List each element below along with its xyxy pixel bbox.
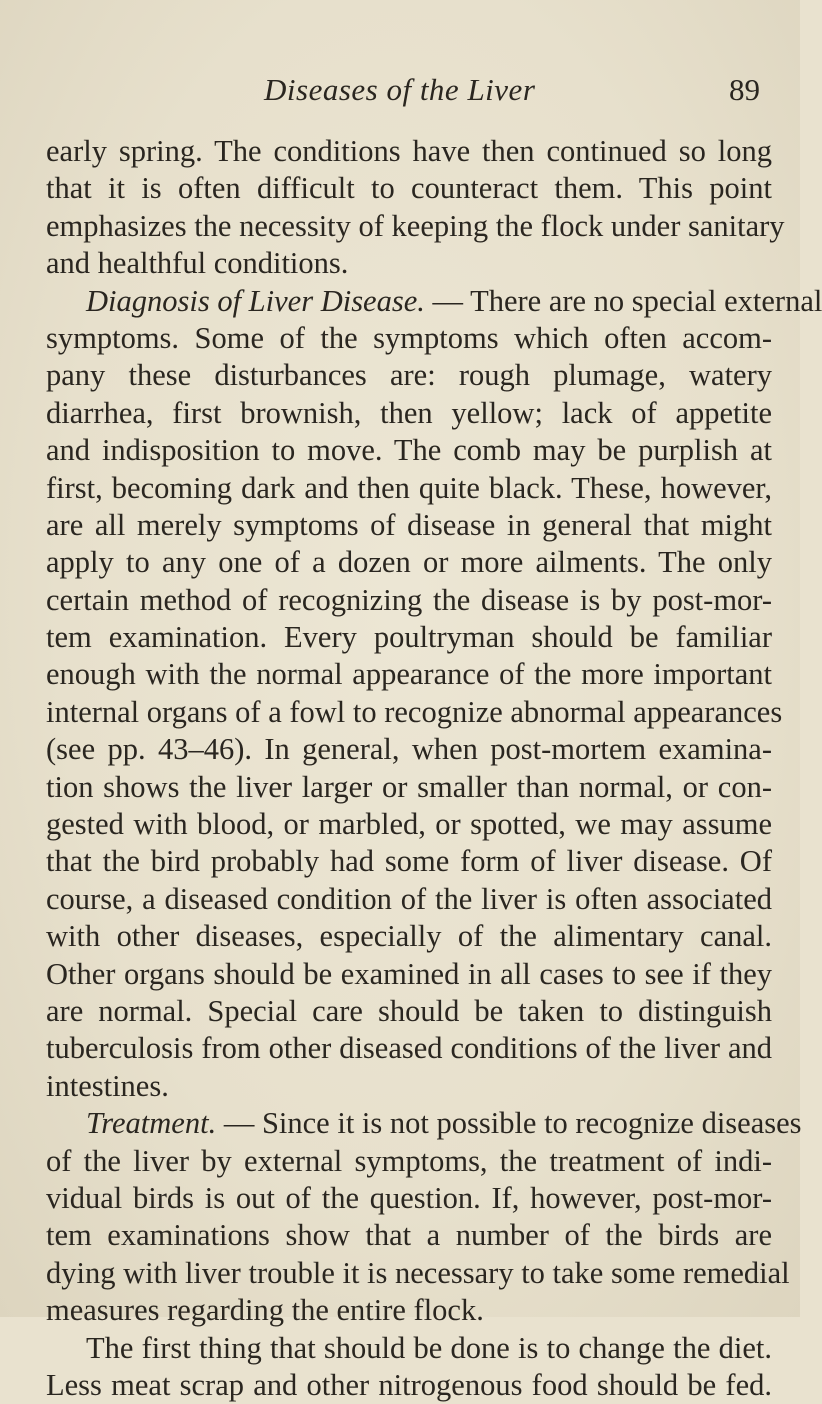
line-text: emphasizes the necessity of keeping the flock under sanitary (46, 208, 785, 243)
line-text: early spring. The conditions have then continued so long (46, 134, 772, 168)
line-text: and healthful conditions. (46, 246, 349, 281)
line-text: gested with blood, or marbled, or spotted, we may assume (46, 807, 772, 842)
text-line (46, 320, 772, 357)
line-text: that it is often difficult to counteract them. This point (46, 171, 772, 206)
text-line (46, 619, 772, 656)
line-text: dying with liver trouble it is necessary to take some remedial (46, 1255, 790, 1290)
text-line (46, 1292, 772, 1329)
text-line (46, 1330, 772, 1367)
line-text: Less meat scrap and other nitrogenous food should be fed. (46, 1367, 772, 1402)
line-text: enough with the normal appearance of the more important (46, 657, 772, 692)
line-text: course, a diseased condition of the liver is often associated (46, 881, 772, 916)
text-line (46, 1367, 772, 1404)
line-text: vidual birds is out of the question. If, however, post-mor- (46, 1180, 772, 1215)
text-line (46, 918, 772, 955)
line-text: first, becoming dark and then quite black. These, however, (46, 470, 772, 505)
section-heading: Treatment. (86, 1106, 217, 1141)
text-line (46, 993, 772, 1030)
section-heading: Diagnosis of Liver Disease. (86, 283, 425, 318)
line-text: — There are no special external (424, 283, 822, 318)
line-text: tion shows the liver larger or smaller than normal, or con- (46, 769, 772, 804)
text-line (46, 1068, 772, 1105)
text-line (46, 582, 772, 619)
text-line (46, 470, 772, 507)
text-line (46, 395, 772, 432)
line-text: internal organs of a fowl to recognize abnormal appearances (46, 694, 783, 729)
running-head (0, 72, 800, 112)
text-line (46, 1180, 772, 1217)
line-text: intestines. (46, 1068, 169, 1103)
text-line (46, 245, 772, 282)
text-line (46, 432, 772, 469)
line-text: with other diseases, especially of the alimentary canal. (46, 919, 772, 954)
text-line (46, 694, 783, 731)
text-line (46, 544, 772, 581)
text-line (46, 133, 772, 170)
line-text: tem examination. Every poultryman should be familiar (46, 620, 772, 655)
line-text: are normal. Special care should be taken to distinguish (46, 993, 772, 1028)
text-line (46, 656, 772, 693)
line-text: and indisposition to move. The comb may be purplish at (46, 433, 772, 468)
line-text: measures regarding the entire flock. (46, 1293, 484, 1328)
line-text: certain method of recognizing the disease is by post-mor- (46, 582, 772, 617)
line-text: tuberculosis from other diseased conditions of the liver and (46, 1031, 772, 1066)
text-line (46, 208, 785, 245)
text-line (46, 507, 772, 544)
text-line (46, 1217, 772, 1254)
text-line (46, 283, 822, 320)
line-text: apply to any one of a dozen or more ailments. The only (46, 545, 772, 580)
text-line (46, 1255, 790, 1292)
text-line (46, 357, 772, 394)
text-line (46, 769, 772, 806)
line-text: symptoms. Some of the symptoms which often accom- (46, 320, 772, 355)
line-text: (see pp. 43–46). In general, when post-mortem examina- (46, 732, 772, 767)
text-line (46, 731, 772, 768)
text-line (46, 1030, 772, 1067)
line-text: — Since it is not possible to recognize diseases (216, 1106, 802, 1141)
line-text: The first thing that should be done is to change the diet. (86, 1330, 772, 1365)
text-line (46, 1143, 772, 1180)
text-line (46, 881, 772, 918)
text-line (46, 1105, 802, 1142)
text-line (46, 170, 772, 207)
running-head-title: Diseases of the Liver (264, 72, 536, 107)
line-text: tem examinations show that a number of the birds are (46, 1218, 772, 1253)
line-text: diarrhea, first brownish, then yellow; lack of appetite (46, 395, 772, 430)
line-text: are all merely symptoms of disease in general that might (46, 507, 772, 542)
line-text: of the liver by external symptoms, the treatment of indi- (46, 1143, 772, 1178)
line-text: pany these disturbances are: rough plumage, watery (46, 358, 772, 393)
line-text: Other organs should be examined in all cases to see if they (46, 956, 772, 991)
text-line (46, 806, 772, 843)
body-text (46, 133, 822, 1404)
line-text: that the bird probably had some form of liver disease. Of (46, 844, 772, 879)
page-number: 89 (729, 72, 760, 107)
text-line (46, 956, 772, 993)
text-line (46, 843, 772, 880)
